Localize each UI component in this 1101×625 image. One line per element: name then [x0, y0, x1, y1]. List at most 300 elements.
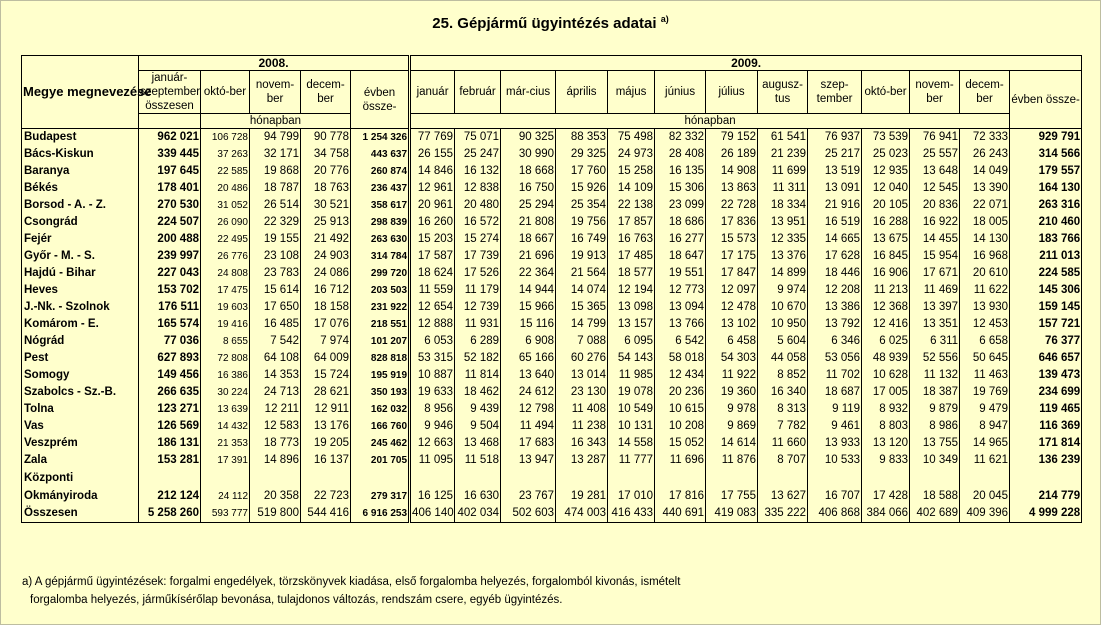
cell-value: 90 325 — [501, 129, 556, 147]
cell-value: 6 053 — [410, 333, 455, 350]
cell-value: 24 112 — [201, 469, 250, 505]
cell-value: 116 369 — [1010, 418, 1082, 435]
cell-value: 23 783 — [250, 265, 301, 282]
cell-value: 18 158 — [301, 299, 351, 316]
header-honapban-2009: hónapban — [410, 114, 1010, 129]
cell-value: 15 724 — [301, 367, 351, 384]
cell-value: 13 176 — [301, 418, 351, 435]
cell-value: 299 720 — [351, 265, 410, 282]
cell-value: 17 628 — [808, 248, 862, 265]
cell-value: 195 919 — [351, 367, 410, 384]
cell-value: 443 637 — [351, 146, 410, 163]
cell-value: 14 799 — [556, 316, 608, 333]
cell-value: 20 480 — [455, 197, 501, 214]
cell-value: 13 351 — [910, 316, 960, 333]
cell-value: 153 702 — [139, 282, 201, 299]
cell-value: 8 947 — [960, 418, 1010, 435]
cell-value: 20 358 — [250, 469, 301, 505]
cell-value: 26 514 — [250, 197, 301, 214]
cell-value: 22 728 — [706, 197, 758, 214]
cell-value: 23 130 — [556, 384, 608, 401]
cell-value: 6 658 — [960, 333, 1010, 350]
cell-value: 6 346 — [808, 333, 862, 350]
table-row — [22, 316, 1082, 333]
cell-value: 13 640 — [501, 367, 556, 384]
cell-value: 65 166 — [501, 350, 556, 367]
cell-value: 11 696 — [655, 452, 706, 469]
cell-value: 106 728 — [201, 129, 250, 147]
cell-value: 12 434 — [655, 367, 706, 384]
cell-value: 19 078 — [608, 384, 655, 401]
cell-value: 58 018 — [655, 350, 706, 367]
header-month-2009: októ-ber — [862, 71, 910, 114]
header-evben-2008: évben össze- — [351, 71, 410, 129]
cell-value: 211 013 — [1010, 248, 1082, 265]
cell-value: 26 189 — [706, 146, 758, 163]
row-name — [22, 469, 139, 505]
cell-value: 13 376 — [758, 248, 808, 265]
cell-value: 227 043 — [139, 265, 201, 282]
cell-value: 11 095 — [410, 452, 455, 469]
cell-value: 15 203 — [410, 231, 455, 248]
cell-value: 18 624 — [410, 265, 455, 282]
cell-value: 12 097 — [706, 282, 758, 299]
cell-value: 8 956 — [410, 401, 455, 418]
cell-value: 20 610 — [960, 265, 1010, 282]
cell-value: 12 453 — [960, 316, 1010, 333]
cell-value: 14 558 — [608, 435, 655, 452]
cell-value: 186 131 — [139, 435, 201, 452]
cell-value: 14 432 — [201, 418, 250, 435]
cell-value: 18 005 — [960, 214, 1010, 231]
cell-value: 263 316 — [1010, 197, 1082, 214]
cell-value: 16 137 — [301, 452, 351, 469]
cell-value: 7 974 — [301, 333, 351, 350]
cell-value: 72 333 — [960, 129, 1010, 147]
cell-value: 16 519 — [808, 214, 862, 231]
cell-value: 16 277 — [655, 231, 706, 248]
cell-value: 75 071 — [455, 129, 501, 147]
cell-value: 23 108 — [250, 248, 301, 265]
cell-value: 21 696 — [501, 248, 556, 265]
cell-value: 26 776 — [201, 248, 250, 265]
cell-value: 11 621 — [960, 452, 1010, 469]
cell-value: 17 671 — [910, 265, 960, 282]
cell-value: 73 539 — [862, 129, 910, 147]
cell-value: 416 433 — [608, 505, 655, 523]
row-name: Győr - M. - S. — [22, 248, 139, 265]
table-row — [22, 384, 1082, 401]
cell-value: 136 239 — [1010, 452, 1082, 469]
cell-value: 79 152 — [706, 129, 758, 147]
cell-value: 9 879 — [910, 401, 960, 418]
table-body — [22, 129, 1082, 523]
footnote-line-2: forgalomba helyezés, járműkísérőlap bevonása, tulajdonos változás, rendszám csere, egyéb ügyintézés. — [30, 594, 563, 606]
row-name: Vas — [22, 418, 139, 435]
cell-value: 15 573 — [706, 231, 758, 248]
cell-value: 16 132 — [455, 163, 501, 180]
cell-value: 77 036 — [139, 333, 201, 350]
table-row — [22, 418, 1082, 435]
cell-value: 12 798 — [501, 401, 556, 418]
cell-value: 260 874 — [351, 163, 410, 180]
cell-value: 10 208 — [655, 418, 706, 435]
header-okt-2008: októ-ber — [201, 71, 250, 114]
cell-value: 9 479 — [960, 401, 1010, 418]
row-name: Szabolcs - Sz.-B. — [22, 384, 139, 401]
footnote-line-1: a) A gépjármű ügyintézések: forgalmi engedélyek, törzskönyvek kiadása, első forgalomba helyezés, forgalomból kivonás, ismételt — [22, 576, 681, 588]
row-name: Csongrád — [22, 214, 139, 231]
table-row — [22, 180, 1082, 197]
cell-value: 16 968 — [960, 248, 1010, 265]
cell-value: 314 784 — [351, 248, 410, 265]
cell-value: 13 947 — [501, 452, 556, 469]
cell-value: 13 766 — [655, 316, 706, 333]
cell-value: 15 306 — [655, 180, 706, 197]
cell-value: 20 236 — [655, 384, 706, 401]
cell-value: 18 667 — [501, 231, 556, 248]
cell-value: 119 465 — [1010, 401, 1082, 418]
cell-value: 14 665 — [808, 231, 862, 248]
cell-value: 16 485 — [250, 316, 301, 333]
cell-value: 16 763 — [608, 231, 655, 248]
cell-value: 16 750 — [501, 180, 556, 197]
cell-value: 13 102 — [706, 316, 758, 333]
cell-value: 53 315 — [410, 350, 455, 367]
header-month-2009: szep-tember — [808, 71, 862, 114]
cell-value: 6 908 — [501, 333, 556, 350]
cell-value: 28 408 — [655, 146, 706, 163]
cell-value: 18 334 — [758, 197, 808, 214]
cell-value: 7 088 — [556, 333, 608, 350]
cell-value: 15 274 — [455, 231, 501, 248]
cell-value: 19 416 — [201, 316, 250, 333]
cell-value: 60 276 — [556, 350, 608, 367]
cell-value: 20 045 — [960, 469, 1010, 505]
cell-value: 17 650 — [250, 299, 301, 316]
cell-value: 16 630 — [455, 469, 501, 505]
cell-value: 21 564 — [556, 265, 608, 282]
cell-value: 15 365 — [556, 299, 608, 316]
cell-value: 18 787 — [250, 180, 301, 197]
cell-value: 11 559 — [410, 282, 455, 299]
cell-value: 544 416 — [301, 505, 351, 523]
cell-value: 14 049 — [960, 163, 1010, 180]
cell-value: 15 966 — [501, 299, 556, 316]
data-table — [21, 55, 1082, 523]
cell-value: 12 935 — [862, 163, 910, 180]
cell-value: 21 353 — [201, 435, 250, 452]
cell-value: 24 713 — [250, 384, 301, 401]
table-row — [22, 469, 1082, 505]
cell-value: 5 258 260 — [139, 505, 201, 523]
cell-value: 10 131 — [608, 418, 655, 435]
row-name-line: Központi — [24, 472, 74, 484]
cell-value: 183 766 — [1010, 231, 1082, 248]
row-name: Tolna — [22, 401, 139, 418]
cell-value: 16 922 — [910, 214, 960, 231]
cell-value: 20 776 — [301, 163, 351, 180]
header-jan-sep: január-szeptember összesen — [140, 72, 201, 112]
cell-value: 12 211 — [250, 401, 301, 418]
cell-value: 30 521 — [301, 197, 351, 214]
cell-value: 176 511 — [139, 299, 201, 316]
cell-value: 12 478 — [706, 299, 758, 316]
cell-value: 17 526 — [455, 265, 501, 282]
cell-value: 9 439 — [455, 401, 501, 418]
table-row — [22, 435, 1082, 452]
cell-value: 335 222 — [758, 505, 808, 523]
cell-value: 159 145 — [1010, 299, 1082, 316]
cell-value: 12 368 — [862, 299, 910, 316]
cell-value: 19 603 — [201, 299, 250, 316]
cell-value: 24 973 — [608, 146, 655, 163]
cell-value: 13 386 — [808, 299, 862, 316]
cell-value: 200 488 — [139, 231, 201, 248]
cell-value: 12 961 — [410, 180, 455, 197]
cell-value: 14 614 — [706, 435, 758, 452]
cell-value: 17 485 — [608, 248, 655, 265]
cell-value: 17 005 — [862, 384, 910, 401]
cell-value: 298 839 — [351, 214, 410, 231]
header-month-2009: április — [556, 71, 608, 114]
cell-value: 22 585 — [201, 163, 250, 180]
cell-value: 14 130 — [960, 231, 1010, 248]
cell-value: 339 445 — [139, 146, 201, 163]
cell-value: 164 130 — [1010, 180, 1082, 197]
row-name-line: Okmányiroda — [24, 490, 98, 502]
cell-value: 20 836 — [910, 197, 960, 214]
cell-value: 8 986 — [910, 418, 960, 435]
cell-value: 8 932 — [862, 401, 910, 418]
cell-value: 646 657 — [1010, 350, 1082, 367]
cell-value: 19 551 — [655, 265, 706, 282]
cell-value: 30 224 — [201, 384, 250, 401]
table-row — [22, 401, 1082, 418]
cell-value: 14 846 — [410, 163, 455, 180]
cell-value: 26 090 — [201, 214, 250, 231]
cell-value: 593 777 — [201, 505, 250, 523]
header-year-2008: 2008. — [139, 56, 410, 71]
cell-value: 11 408 — [556, 401, 608, 418]
cell-value: 14 896 — [250, 452, 301, 469]
cell-value: 201 705 — [351, 452, 410, 469]
cell-value: 419 083 — [706, 505, 758, 523]
cell-value: 22 329 — [250, 214, 301, 231]
cell-value: 13 933 — [808, 435, 862, 452]
header-month-2009: decem-ber — [960, 71, 1010, 114]
cell-value: 76 377 — [1010, 333, 1082, 350]
table-row — [22, 231, 1082, 248]
header-osszesen-label — [139, 114, 201, 129]
cell-value: 12 194 — [608, 282, 655, 299]
cell-value: 11 699 — [758, 163, 808, 180]
cell-value: 5 604 — [758, 333, 808, 350]
table-row — [22, 505, 1082, 523]
cell-value: 10 615 — [655, 401, 706, 418]
cell-value: 11 814 — [455, 367, 501, 384]
cell-value: 171 814 — [1010, 435, 1082, 452]
cell-value: 25 247 — [455, 146, 501, 163]
cell-value: 9 119 — [808, 401, 862, 418]
cell-value: 21 916 — [808, 197, 862, 214]
cell-value: 20 486 — [201, 180, 250, 197]
cell-value: 1 254 326 — [351, 129, 410, 147]
cell-value: 17 816 — [655, 469, 706, 505]
cell-value: 11 311 — [758, 180, 808, 197]
cell-value: 12 040 — [862, 180, 910, 197]
cell-value: 13 639 — [201, 401, 250, 418]
cell-value: 6 095 — [608, 333, 655, 350]
cell-value: 90 778 — [301, 129, 351, 147]
cell-value: 12 208 — [808, 282, 862, 299]
header-month-2009: május — [608, 71, 655, 114]
cell-value: 17 739 — [455, 248, 501, 265]
cell-value: 16 386 — [201, 367, 250, 384]
cell-value: 16 712 — [301, 282, 351, 299]
cell-value: 13 951 — [758, 214, 808, 231]
cell-value: 18 588 — [910, 469, 960, 505]
cell-value: 8 852 — [758, 367, 808, 384]
cell-value: 9 504 — [455, 418, 501, 435]
cell-value: 16 135 — [655, 163, 706, 180]
cell-value: 13 094 — [655, 299, 706, 316]
cell-value: 17 076 — [301, 316, 351, 333]
cell-value: 314 566 — [1010, 146, 1082, 163]
cell-value: 145 306 — [1010, 282, 1082, 299]
cell-value: 72 808 — [201, 350, 250, 367]
row-name: Budapest — [22, 129, 139, 147]
cell-value: 384 066 — [862, 505, 910, 523]
footnote — [22, 573, 680, 609]
row-name: Fejér — [22, 231, 139, 248]
cell-value: 8 707 — [758, 452, 808, 469]
cell-value: 16 845 — [862, 248, 910, 265]
cell-value: 31 052 — [201, 197, 250, 214]
cell-value: 25 557 — [910, 146, 960, 163]
cell-value: 15 116 — [501, 316, 556, 333]
cell-value: 24 808 — [201, 265, 250, 282]
cell-value: 82 332 — [655, 129, 706, 147]
cell-value: 20 105 — [862, 197, 910, 214]
cell-value: 12 911 — [301, 401, 351, 418]
cell-value: 17 683 — [501, 435, 556, 452]
cell-value: 14 908 — [706, 163, 758, 180]
table-row — [22, 282, 1082, 299]
cell-value: 15 926 — [556, 180, 608, 197]
cell-value: 24 903 — [301, 248, 351, 265]
cell-value: 101 207 — [351, 333, 410, 350]
cell-value: 224 585 — [1010, 265, 1082, 282]
cell-value: 245 462 — [351, 435, 410, 452]
cell-value: 18 668 — [501, 163, 556, 180]
cell-value: 358 617 — [351, 197, 410, 214]
cell-value: 16 288 — [862, 214, 910, 231]
cell-value: 9 869 — [706, 418, 758, 435]
cell-value: 64 009 — [301, 350, 351, 367]
cell-value: 14 965 — [960, 435, 1010, 452]
cell-value: 266 635 — [139, 384, 201, 401]
cell-value: 11 777 — [608, 452, 655, 469]
cell-value: 519 800 — [250, 505, 301, 523]
cell-value: 11 922 — [706, 367, 758, 384]
cell-value: 18 446 — [808, 265, 862, 282]
cell-value: 14 353 — [250, 367, 301, 384]
cell-value: 25 294 — [501, 197, 556, 214]
cell-value: 15 614 — [250, 282, 301, 299]
cell-value: 179 557 — [1010, 163, 1082, 180]
table-row — [22, 367, 1082, 384]
header-honapban-2008: hónapban — [201, 114, 351, 129]
cell-value: 64 108 — [250, 350, 301, 367]
table-row — [22, 299, 1082, 316]
cell-value: 22 723 — [301, 469, 351, 505]
cell-value: 22 364 — [501, 265, 556, 282]
cell-value: 77 769 — [410, 129, 455, 147]
table-row — [22, 163, 1082, 180]
header-evben-2009: évben össze- — [1010, 71, 1082, 129]
cell-value: 22 138 — [608, 197, 655, 214]
cell-value: 24 612 — [501, 384, 556, 401]
header-month-2009: július — [706, 71, 758, 114]
cell-value: 11 469 — [910, 282, 960, 299]
cell-value: 13 157 — [608, 316, 655, 333]
cell-value: 13 091 — [808, 180, 862, 197]
cell-value: 17 391 — [201, 452, 250, 469]
cell-value: 231 922 — [351, 299, 410, 316]
cell-value: 6 311 — [910, 333, 960, 350]
cell-value: 17 175 — [706, 248, 758, 265]
cell-value: 9 833 — [862, 452, 910, 469]
cell-value: 279 317 — [351, 469, 410, 505]
cell-value: 19 360 — [706, 384, 758, 401]
cell-value: 236 437 — [351, 180, 410, 197]
cell-value: 18 387 — [910, 384, 960, 401]
cell-value: 12 545 — [910, 180, 960, 197]
cell-value: 44 058 — [758, 350, 808, 367]
cell-value: 11 985 — [608, 367, 655, 384]
cell-value: 126 569 — [139, 418, 201, 435]
cell-value: 24 086 — [301, 265, 351, 282]
row-name: Heves — [22, 282, 139, 299]
cell-value: 627 893 — [139, 350, 201, 367]
cell-value: 178 401 — [139, 180, 201, 197]
cell-value: 11 494 — [501, 418, 556, 435]
cell-value: 6 025 — [862, 333, 910, 350]
header-dec-2008: decem-ber — [301, 71, 351, 114]
cell-value: 22 495 — [201, 231, 250, 248]
table-row — [22, 265, 1082, 282]
cell-value: 26 155 — [410, 146, 455, 163]
title-text: 25. Gépjármű ügyintézés adatai — [432, 15, 657, 32]
cell-value: 17 010 — [608, 469, 655, 505]
cell-value: 26 243 — [960, 146, 1010, 163]
table-row — [22, 452, 1082, 469]
cell-value: 13 519 — [808, 163, 862, 180]
cell-value: 14 455 — [910, 231, 960, 248]
cell-value: 15 258 — [608, 163, 655, 180]
table-row — [22, 129, 1082, 147]
cell-value: 25 913 — [301, 214, 351, 231]
cell-value: 402 034 — [455, 505, 501, 523]
row-name: Bács-Kiskun — [22, 146, 139, 163]
cell-value: 15 052 — [655, 435, 706, 452]
cell-value: 13 397 — [910, 299, 960, 316]
cell-value: 16 260 — [410, 214, 455, 231]
cell-value: 17 760 — [556, 163, 608, 180]
header-month-2009: január — [410, 71, 455, 114]
cell-value: 18 687 — [808, 384, 862, 401]
